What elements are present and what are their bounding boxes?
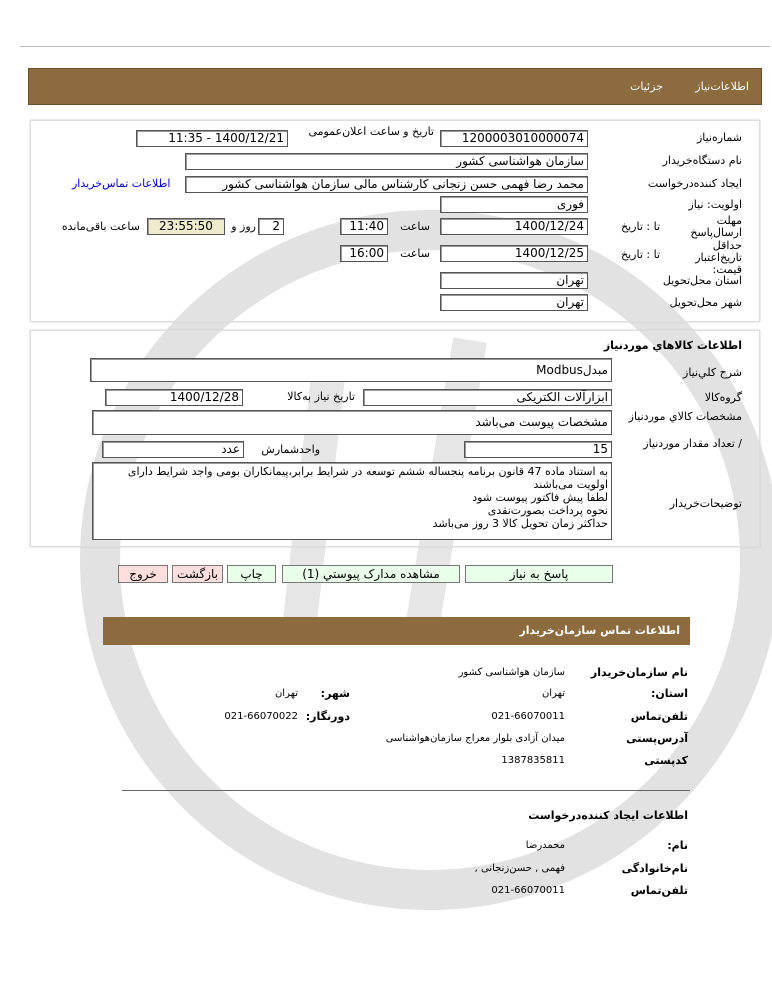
deadline-label: مهلت ارسال‌پاسخ (690, 214, 742, 239)
unit-field: عدد (102, 441, 244, 458)
tab-details[interactable]: جزئیات (630, 80, 663, 93)
section-divider (122, 790, 690, 791)
validity-time-field: 16:00 (340, 245, 388, 262)
unit-label: واحد‌شمارش (261, 443, 320, 456)
notes-line: لطفا پیش فاکتور پیوست شود (472, 491, 608, 504)
need-date-label: تاریخ نیاز به‌کالا (287, 390, 355, 403)
creator-title: اطلاعات ایجاد کننده‌درخواست (528, 809, 688, 822)
group-label: گروه‌کالا (704, 391, 742, 404)
creator-field: محمد رضا فهمی حسن زنجانی کارشناس مالی سازمان هواشناسی کشور (185, 176, 588, 193)
province-label: استان محل‌تحویل (662, 274, 742, 287)
creator-phone-label: تلفن‌تماس (630, 884, 688, 897)
contact-title: اطلاعات تماس سازمان‌خریدار (519, 624, 680, 637)
need-number-field: 1200003010000074 (440, 130, 588, 147)
creator-name-value: محمدرضا (525, 840, 565, 851)
validity-date-field: 1400/12/25 (440, 245, 588, 262)
announce-field: 1400/12/21 - 11:35 (136, 130, 288, 147)
contact-phone-label: تلفن‌تماس (630, 710, 688, 723)
desc-field: مبدلModbus (90, 358, 612, 382)
qty-label: / تعداد مقدار مورد‌نیاز (643, 437, 742, 450)
notes-line: نحوه پرداخت بصورت‌نقدی (487, 504, 608, 517)
spec-label: مشخصات کالاي مورد‌نياز (628, 410, 742, 423)
creator-label: ایجاد کننده‌درخواست (647, 177, 742, 190)
city-label: شهر محل‌تحویل (669, 296, 742, 309)
contact-province-value: تهران (541, 688, 565, 699)
desc-label: شرح کلي‌نياز (683, 366, 742, 379)
validity-time-label: ساعت (400, 247, 430, 260)
tab-bar (28, 68, 762, 105)
goods-title: اطلاعات کالاهاي موردنياز (603, 339, 742, 352)
remaining-time-field: 23:55:50 (147, 218, 225, 235)
qty-field: 15 (464, 441, 612, 458)
days-field: 2 (258, 218, 284, 235)
postal-value: 1387835811 (501, 755, 565, 766)
address-value: میدان آزادی بلوار معراج سازمان‌هواشناسی (385, 733, 565, 744)
creator-name-label: نام: (667, 839, 688, 852)
creator-phone-value: 021-66070011 (491, 885, 565, 896)
need-number-label: شماره‌نیاز (696, 131, 742, 144)
province-field: تهران (440, 272, 588, 289)
fax-value: 021-66070022 (224, 711, 298, 722)
back-button[interactable]: بازگشت (172, 565, 223, 583)
contact-phone-value: 021-66070011 (491, 711, 565, 722)
contact-city-label: شهر: (320, 687, 350, 700)
contact-province-label: استان: (651, 687, 688, 700)
spec-field: مشخصات پیوست می‌باشد (92, 410, 612, 435)
notes-line: حداکثر زمان تحویل کالا 3 روز می‌باشد (432, 517, 608, 530)
creator-family-label: نام‌خانوادگی (621, 862, 688, 875)
notes-field (92, 462, 612, 540)
contact-header (103, 617, 690, 645)
deadline-time-label: ساعت (400, 220, 430, 233)
reply-button[interactable]: پاسخ به نیاز (465, 565, 613, 583)
address-label: آدرس‌پستی (626, 732, 688, 745)
days-label: روز و (231, 220, 256, 233)
validity-to-date-label: تا : تاریخ (621, 248, 660, 261)
print-button[interactable]: چاپ (227, 565, 276, 583)
creator-family-value: فهمی , حسن‌زنجانی , (474, 863, 565, 874)
city-field: تهران (440, 294, 588, 311)
postal-label: کدپستی (644, 754, 688, 767)
deadline-date-field: 1400/12/24 (440, 218, 588, 235)
notes-label: توضیحات‌خریدار (669, 497, 742, 510)
group-field: ابزارآلات الکتریکی (363, 389, 612, 406)
deadline-time-field: 11:40 (340, 218, 388, 235)
buyer-contact-link[interactable]: اطلاعات تماس‌خریدار (72, 177, 171, 190)
fax-label: دورنگار: (305, 710, 350, 723)
exit-button[interactable]: خروج (118, 565, 168, 583)
notes-line: به استناد ماده 47 قانون برنامه پنجساله ششم توسعه در شرایط برابر،پیمانکاران بومی واجد شرایط دارای اولویت می‌باشند (127, 465, 608, 491)
top-divider (20, 46, 770, 47)
buyer-field: سازمان هواشناسی کشور (185, 153, 588, 170)
priority-field: فوری (440, 196, 588, 213)
tab-need-info[interactable]: اطلاعات‌نیاز (695, 80, 749, 93)
org-label: نام سازمان‌خریدار (590, 666, 688, 679)
contact-city-value: تهران (274, 688, 298, 699)
validity-label: حداقل تاریخ‌اعتبار قیمت: (695, 239, 742, 276)
announce-label: تاریخ و ساعت اعلان‌عمومی (308, 125, 434, 138)
priority-label: اولویت: نیاز (688, 198, 742, 211)
view-attachments-button[interactable]: مشاهده مدارک پیوستي (1) (282, 565, 460, 583)
need-date-field: 1400/12/28 (105, 389, 243, 406)
deadline-to-date-label: تا : تاریخ (621, 220, 660, 233)
buyer-label: نام دستگاه‌خریدار (662, 154, 742, 167)
org-value: سازمان هواشناسی کشور (458, 667, 565, 678)
remaining-label: ساعت باقی‌مانده (61, 220, 140, 233)
